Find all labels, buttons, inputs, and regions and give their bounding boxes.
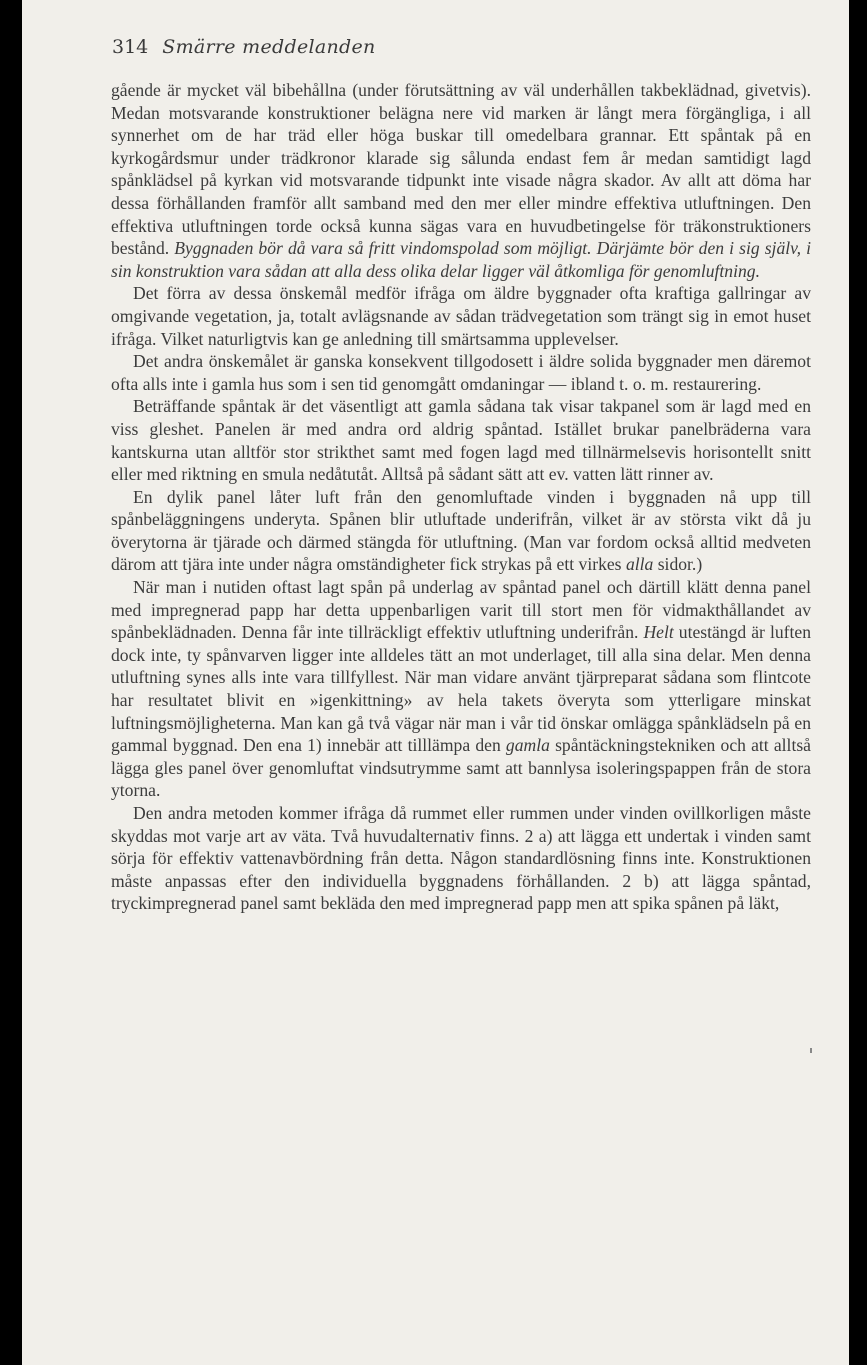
paragraph — [111, 395, 811, 485]
page-number: 314 — [112, 36, 149, 58]
paragraph-text: När man i nutiden oftast lagt spån på underlag av spåntad panel och därtill klätt denna panel med impregnerad papp har detta uppenbarligen varit till stort men för vidmakthållandet av spånbeklädnaden. Denna får inte tillräckligt effektiv utluftning underifrån. — [111, 577, 811, 643]
paragraph — [111, 486, 811, 576]
paragraph-text: gående är mycket väl bibehållna (under förutsättning av väl underhållen takbeklädnad, givetvis). Medan motsvarande konstruktioner belägna nere vid marken är långt mera förgängliga, i all synnerhet om de har träd eller höga buskar till omedelbara grannar. Ett spåntak på en kyrkogårdsmur under trädkronor klarade sig sålunda endast fem år medan samtidigt lagd spånklädsel på kyrkan vid motsvarande tidpunkt inte visade några skador. Av allt att döma har dessa förhållanden framför allt samband med den mer eller mindre effektiva utluftningen. Den effektiva utluftningen torde också kunna sägas vara en huvudbetingelse för träkonstruktioners bestånd. — [111, 80, 811, 259]
paragraph — [111, 282, 811, 350]
paragraph-text: Den andra metoden kommer ifråga då rummet eller rummen under vinden ovillkorligen måste skyddas mot varje art av väta. Två huvudalternativ finns. 2 a) att lägga ett undertak i vinden samt sörja för effektiv vattenavbördning från detta. Någon standardlösning finns inte. Konstruktionen måste anpassas efter den individuella byggnadens förhållanden. 2 b) att lägga spåntad, tryckimpregnerad panel samt bekläda den med impregnerad papp men att spika spånen på läkt, — [111, 803, 811, 914]
book-page — [22, 0, 849, 1365]
paragraph-text: sidor.) — [653, 554, 703, 575]
paragraph-text: En dylik panel låter luft från den genomluftade vinden i byggnaden nå upp till spånbeläggningens underyta. Spånen blir utluftade underifrån, vilket är av största vikt då ju överytorna är tjärade och därmed stängda för utluftning. (Man var fordom också alltid medveten därom att tjära inte under några omständigheter fick strykas på ett virkes — [111, 486, 811, 575]
page-header — [112, 36, 376, 58]
paragraph — [111, 79, 811, 282]
paragraph-text: Beträffande spåntak är det väsentligt att gamla sådana tak visar takpanel som är lagd med en viss gleshet. Panelen är med andra ord aldrig spåntad. Istället brukar panelbräderna vara kantskurna utan alltför stor strikthet samt med fogen lagd med tillnärmelsevis horisontellt snitt eller med riktning en smula nedåtutåt. Alltså på sådant sätt att ev. vatten lätt rinner av. — [111, 396, 811, 485]
italic-text: Helt — [643, 622, 674, 643]
italic-text: alla — [625, 554, 654, 575]
paragraph-text: spåntäckningstekniken och att alltså lägga gles panel över genomluftat vindsutrymme samt att bannlysa isoleringspappen från de stora ytorna. — [111, 735, 811, 801]
italic-text: gamla — [505, 735, 550, 756]
paragraph — [111, 802, 811, 915]
paragraph-text: utestängd är luften dock inte, ty spånvarven ligger inte alldeles tätt an mot underlaget, till alla sina delar. Men denna utluftning synes alls inte vara tillfyllest. När man vidare använt tjärpreparat sådana som flintcote har resultatet blivit en »igenkittning» av hela takets överyta som ytterligare minskat luftningsmöjligheterna. Man kan gå två vägar när man i vår tid önskar omlägga spånklädseln på en gammal byggnad. Den ena 1) innebär att tilllämpa den — [111, 622, 811, 756]
paragraph-text: Det andra önskemålet är ganska konsekvent tillgodosett i äldre solida byggnader men däremot ofta alls inte i gamla hus som i sen tid genomgått omdaningar — ibland t. o. m. restaurering. — [111, 351, 811, 394]
body-text — [111, 79, 811, 915]
running-title: Smärre meddelanden — [162, 36, 376, 58]
paragraph — [111, 350, 811, 395]
margin-mark — [810, 1048, 812, 1053]
paragraph-text: Det förra av dessa önskemål medför ifråga om äldre byggnader ofta kraftiga gallringar av omgivande vegetation, ja, totalt avlägsnande av sådan trädvegetation som trängt sig in emot huset ifråga. Vilket naturligtvis kan ge anledning till smärtsamma upplevelser. — [111, 283, 811, 349]
italic-text: Byggnaden bör då vara så fritt vindomspolad som möjligt. Därjämte bör den i sig själv, i sin konstruktion vara sådan att alla dess olika delar ligger väl åtkomliga för genomluftning. — [111, 238, 811, 281]
paragraph — [111, 576, 811, 802]
